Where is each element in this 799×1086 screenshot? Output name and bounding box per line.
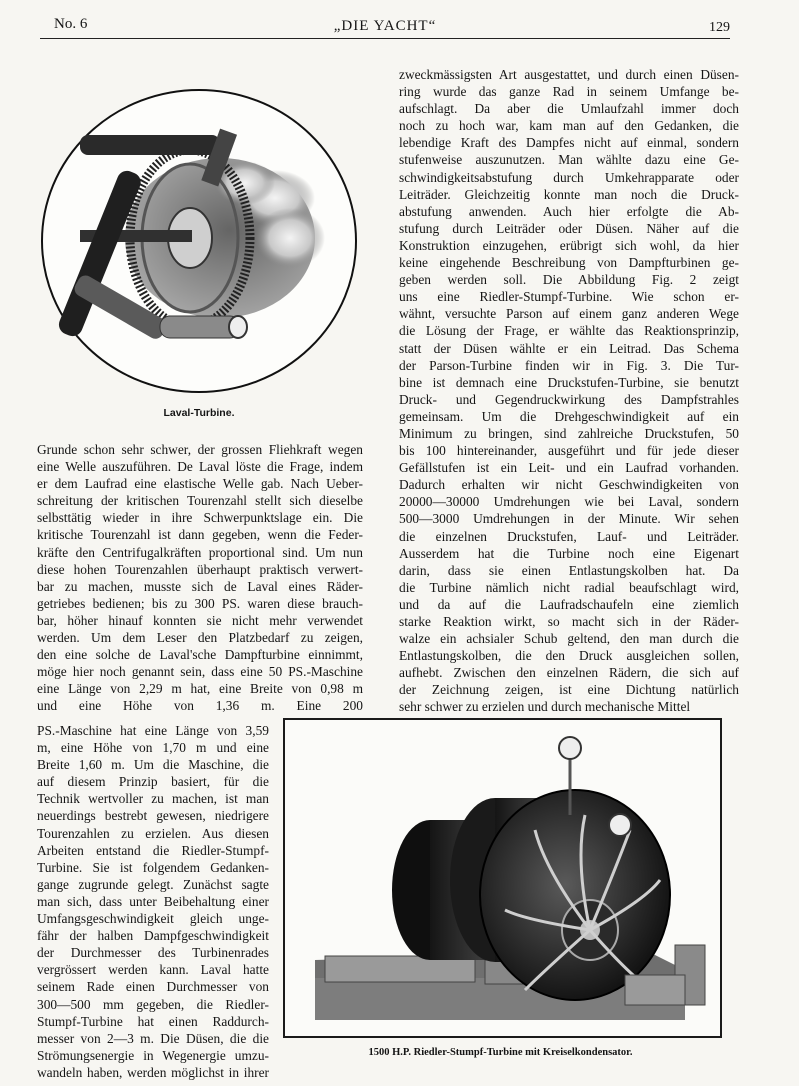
text-line: fähr der halben Dampfgeschwindigkeit (37, 928, 269, 944)
text-line: Stumpf-Turbine hat einen Raddurch- (37, 1013, 269, 1029)
left-column-narrow-text (37, 722, 269, 1081)
text-line: werden. Um dem Leser den Platzbedarf zu zeigen, (37, 630, 363, 646)
text-line: lebendige Kraft des Dampfes nicht auf einmal, sondern (399, 135, 739, 151)
text-line: geben werden soll. Die Abbildung Fig. 2 zeigt (399, 272, 739, 288)
text-line: sehr schwer zu erzielen und durch mechanische Mittel (399, 699, 691, 715)
text-line: uns eine Riedler-Stumpf-Turbine. Wie schon er- (399, 289, 739, 305)
text-line: und eine Höhe von 1,36 m. Eine 200 (37, 698, 363, 714)
text-line: Leiträder. Gleichzeitig konnte man noch die Druck- (399, 186, 739, 202)
journal-title: „DIE YACHT“ (333, 18, 437, 34)
text-line: noch zu hoch war, kam man auf den Gedanken, die (399, 118, 739, 134)
text-line: Umfangsgeschwindigkeit gleich unge- (37, 911, 269, 927)
text-line: darin, dass sie einen Entlastungskolben hat. Da (399, 562, 739, 578)
text-line: die einzelnen Druckstufen, Lauf- und Leiträder. (399, 528, 739, 544)
text-line: Strömungsenergie in Wegenergie umzu- (37, 1047, 269, 1063)
text-line: ring wurde das ganze Rad in seinem Umfange be- (399, 84, 739, 100)
text-line: selbsttätig wieder in ihre Schwerpunktslage ein. Die (37, 510, 363, 526)
text-line: PS.-Maschine hat eine Länge von 3,59 (37, 723, 269, 738)
text-line: seinem Rade einen Durchmesser von (37, 979, 269, 995)
laval-figure-caption: Laval-Turbine. (163, 407, 235, 419)
text-line: kräfte den Centrifugalkräften proportional sind. Um nun (37, 544, 363, 560)
text-line: er dem Laufrad eine elastische Welle gab. Nach Ueber- (37, 476, 363, 492)
text-line: Grunde schon sehr schwer, der grossen Fliehkraft wegen (37, 442, 363, 457)
text-line: Gefällstufen ist ein Leit- und ein Laufrad vorhanden. (399, 460, 739, 476)
text-line: Technik wertvoller zu machen, ist man (37, 791, 269, 807)
header-rule (40, 38, 730, 39)
laval-turbine-figure (40, 88, 358, 394)
text-line: der Parson-Turbine finden wir in Fig. 3. Die Tur- (399, 357, 739, 373)
text-line: zweckmässigsten Art ausgestattet, und durch einen Düsen- (399, 67, 739, 82)
text-line: 300—500 mm gegeben, die Riedler- (37, 996, 269, 1012)
text-line: wandeln haben, werden möglichst in ihrer (37, 1064, 269, 1080)
text-line: der Durchmesser des Turbinenrades (37, 945, 269, 961)
text-line: keine eingehende Beschreibung von Dampfturbinen ge- (399, 255, 739, 271)
text-line: Tourenzahlen zu erzielen. Aus diesen (37, 825, 269, 841)
text-line: 20000—30000 Umdrehungen wie bei Laval, sondern (399, 494, 739, 510)
page-header (40, 12, 730, 38)
text-line: vergrössert werden kann. Laval hatte (37, 962, 269, 978)
text-line: eine Welle auszuführen. De Laval löste die Frage, indem (37, 459, 363, 475)
text-line: messer von 2—3 m. Die Düsen, die die (37, 1030, 269, 1046)
text-line: walze ein achsialer Schub geltend, den man durch die (399, 631, 739, 647)
riedler-stumpf-turbine-illustration (285, 720, 720, 1036)
text-line: man sich, dass unter Beibehaltung einer (37, 893, 269, 909)
text-line: statt der Düsen wählte er ein Leitrad. Das Schema (399, 340, 739, 356)
text-line: den eine solche de Laval'sche Dampfturbine einnimmt, (37, 647, 363, 663)
text-line: bis 100 hintereinander, ausgeführt und für jede dieser (399, 443, 739, 459)
text-line: Druck- und Gegendruckwirkung des Dampfstrahles (399, 391, 739, 407)
riedler-stumpf-turbine-photo (283, 718, 722, 1038)
text-line: aufschlagt. Da aber die Umlaufzahl immer doch (399, 101, 739, 117)
text-line: und da auf die Laufradschaufeln eine ziemlich (399, 596, 739, 612)
text-line: m, eine Höhe von 1,70 m und eine (37, 740, 269, 756)
text-line: gange zugrunde gelegt. Zunächst sagte (37, 876, 269, 892)
text-line: stufung durch Leiträder oder Düsen. Näher auf die (399, 220, 739, 236)
page-number: 129 (709, 20, 730, 35)
text-line: Ausserdem hat die Turbine noch eine Eigenart (399, 545, 739, 561)
text-line: der Zeichnung zeigen, ist eine Dichtung natürlich (399, 682, 739, 698)
text-line: bar zu machen, musste sich de Laval eines Räder- (37, 578, 363, 594)
text-line: auf diesem Prinzip basiert, für die (37, 774, 269, 790)
text-line: abstufung anwenden. Auch hier erfolgte die Ab- (399, 203, 739, 219)
text-line: stufenweise auszunutzen. Man wählte dazu eine Ge- (399, 152, 739, 168)
left-column-top-text (37, 441, 363, 715)
text-line: Dadurch erhalten wir nicht Geschwindigkeiten von (399, 477, 739, 493)
text-line: aufhebt. Zwischen den einzelnen Rädern, die sich auf (399, 665, 739, 681)
text-line: Turbine. Sie ist folgendem Gedanken- (37, 859, 269, 875)
text-line: Minimum zu bringen, sind zahlreiche Druckstufen, 50 (399, 425, 739, 441)
text-line: Entlastungskolben, die den Druck ausgleichen sollen, (399, 648, 739, 664)
text-line: möge hier noch genannt sein, dass eine 50 PS.-Maschine (37, 664, 363, 680)
text-line: eine Länge von 2,29 m hat, eine Breite von 0,98 m (37, 681, 363, 697)
right-column-text (399, 66, 739, 716)
text-line: Breite 1,60 m. Um die Maschine, die (37, 757, 269, 773)
issue-number: No. 6 (54, 16, 88, 32)
text-line: neuerdings bestrebt gewesen, niedrigere (37, 808, 269, 824)
text-line: die Lösung der Frage, er wählte das Reaktionsprinzip, (399, 323, 739, 339)
text-line: Konstruktion einzugehen, erübrigt sich wohl, da hier (399, 237, 739, 253)
text-line: schwindigkeitsabstufung durch Umkehrapparate oder (399, 169, 739, 185)
text-line: bar, höher hinauf konnten sie nicht mehr verwendet (37, 612, 363, 628)
text-line: kritische Tourenzahl ist dann gegeben, wenn die Feder- (37, 527, 363, 543)
text-line: wähnt, versuchte Parson auf einem ganz anderen Wege (399, 306, 739, 322)
riedler-figure-caption: 1500 H.P. Riedler-Stumpf-Turbine mit Kreiselkondensator. (368, 1047, 633, 1058)
text-line: bine ist demnach eine Druckstufen-Turbine, sie benutzt (399, 374, 739, 390)
text-line: diese hohen Tourenzahlen überhaupt praktisch verwert- (37, 561, 363, 577)
text-line: schreitung der kritischen Tourenzahl stellt sich dieselbe (37, 493, 363, 509)
laval-turbine-illustration (40, 88, 358, 394)
text-line: 500—3000 Umdrehungen in der Minute. Wir sehen (399, 511, 739, 527)
text-line: gemeinsam. Um die Drehgeschwindigkeit auf ein (399, 408, 739, 424)
text-line: Arbeiten entstand die Riedler-Stumpf- (37, 842, 269, 858)
text-line: die Turbine nämlich nicht radial beaufschlagt wird, (399, 579, 739, 595)
text-line: getriebes bedienen; bis zu 300 PS. waren diese brauch- (37, 595, 363, 611)
text-line: starke Reaktion wirkt, so macht sich in der Räder- (399, 614, 739, 629)
